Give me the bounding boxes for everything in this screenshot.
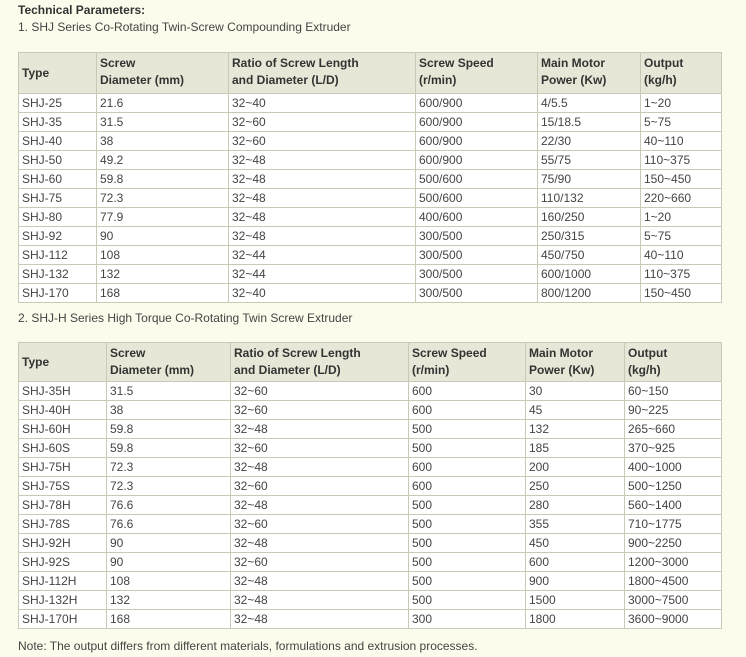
cell-motor-power: 280 [526, 496, 625, 515]
table-row [19, 458, 722, 477]
table-row [19, 382, 722, 401]
cell-motor-power: 450/750 [538, 246, 641, 265]
cell-ld-ratio: 32~60 [231, 439, 409, 458]
table-row [19, 477, 722, 496]
cell-output: 5~75 [641, 113, 722, 132]
cell-screw-diameter: 132 [107, 591, 231, 610]
table-header-row [19, 53, 722, 94]
cell-output: 110~375 [641, 151, 722, 170]
cell-screw-diameter: 72.3 [97, 189, 229, 208]
footnote: Note: The output differs from different materials, formulations and extrusion processes. [18, 639, 478, 653]
cell-type: SHJ-132H [19, 591, 107, 610]
cell-screw-diameter: 76.6 [107, 515, 231, 534]
cell-ld-ratio: 32~48 [231, 458, 409, 477]
cell-screw-speed: 300/500 [416, 284, 538, 303]
cell-ld-ratio: 32~48 [229, 151, 416, 170]
cell-type: SHJ-60S [19, 439, 107, 458]
cell-screw-speed: 500 [409, 591, 526, 610]
cell-output: 400~1000 [625, 458, 722, 477]
cell-type: SHJ-92 [19, 227, 97, 246]
cell-motor-power: 75/90 [538, 170, 641, 189]
cell-output: 60~150 [625, 382, 722, 401]
cell-screw-speed: 400/600 [416, 208, 538, 227]
cell-type: SHJ-80 [19, 208, 97, 227]
column-header-screw-speed: Screw Speed (r/min) [409, 343, 526, 382]
cell-motor-power: 250 [526, 477, 625, 496]
cell-screw-diameter: 90 [107, 553, 231, 572]
cell-screw-speed: 600/900 [416, 132, 538, 151]
table-row [19, 265, 722, 284]
column-header-screw-diameter: Screw Diameter (mm) [107, 343, 231, 382]
cell-motor-power: 55/75 [538, 151, 641, 170]
cell-screw-speed: 600 [409, 477, 526, 496]
cell-output: 560~1400 [625, 496, 722, 515]
cell-screw-speed: 500 [409, 439, 526, 458]
table-row [19, 94, 722, 113]
column-header-output: Output (kg/h) [641, 53, 722, 94]
table-row [19, 496, 722, 515]
cell-motor-power: 45 [526, 401, 625, 420]
cell-screw-speed: 600/900 [416, 94, 538, 113]
cell-screw-diameter: 108 [97, 246, 229, 265]
cell-ld-ratio: 32~44 [229, 246, 416, 265]
table-row [19, 439, 722, 458]
cell-type: SHJ-132 [19, 265, 97, 284]
cell-type: SHJ-112H [19, 572, 107, 591]
table-row [19, 401, 722, 420]
cell-type: SHJ-60H [19, 420, 107, 439]
column-header-ld-ratio: Ratio of Screw Length and Diameter (L/D) [229, 53, 416, 94]
cell-output: 265~660 [625, 420, 722, 439]
column-header-ld-ratio: Ratio of Screw Length and Diameter (L/D) [231, 343, 409, 382]
cell-motor-power: 600 [526, 553, 625, 572]
cell-motor-power: 1800 [526, 610, 625, 629]
cell-screw-speed: 600/900 [416, 113, 538, 132]
cell-screw-diameter: 90 [97, 227, 229, 246]
cell-screw-diameter: 59.8 [97, 170, 229, 189]
cell-type: SHJ-112 [19, 246, 97, 265]
cell-type: SHJ-35 [19, 113, 97, 132]
cell-screw-diameter: 31.5 [107, 382, 231, 401]
cell-ld-ratio: 32~40 [229, 94, 416, 113]
cell-ld-ratio: 32~60 [231, 515, 409, 534]
cell-ld-ratio: 32~48 [229, 227, 416, 246]
cell-output: 40~110 [641, 246, 722, 265]
cell-screw-diameter: 49.2 [97, 151, 229, 170]
cell-type: SHJ-75H [19, 458, 107, 477]
cell-screw-diameter: 38 [97, 132, 229, 151]
cell-output: 1800~4500 [625, 572, 722, 591]
table-row [19, 553, 722, 572]
cell-motor-power: 900 [526, 572, 625, 591]
cell-ld-ratio: 32~48 [229, 170, 416, 189]
cell-ld-ratio: 32~48 [231, 591, 409, 610]
cell-output: 500~1250 [625, 477, 722, 496]
cell-output: 1200~3000 [625, 553, 722, 572]
column-header-output: Output (kg/h) [625, 343, 722, 382]
table-row [19, 284, 722, 303]
cell-ld-ratio: 32~60 [231, 382, 409, 401]
cell-type: SHJ-92S [19, 553, 107, 572]
section-1-title: 1. SHJ Series Co-Rotating Twin-Screw Compounding Extruder [18, 20, 351, 34]
cell-screw-speed: 500 [409, 420, 526, 439]
cell-screw-speed: 500 [409, 515, 526, 534]
cell-ld-ratio: 32~48 [231, 420, 409, 439]
cell-type: SHJ-25 [19, 94, 97, 113]
table-header-row [19, 343, 722, 382]
cell-ld-ratio: 32~60 [231, 401, 409, 420]
cell-screw-diameter: 168 [97, 284, 229, 303]
cell-motor-power: 160/250 [538, 208, 641, 227]
cell-motor-power: 450 [526, 534, 625, 553]
cell-output: 1~20 [641, 208, 722, 227]
cell-motor-power: 1500 [526, 591, 625, 610]
cell-screw-diameter: 59.8 [107, 420, 231, 439]
cell-type: SHJ-75S [19, 477, 107, 496]
cell-screw-speed: 600/900 [416, 151, 538, 170]
cell-ld-ratio: 32~60 [229, 113, 416, 132]
cell-ld-ratio: 32~48 [229, 189, 416, 208]
column-header-motor-power: Main Motor Power (Kw) [526, 343, 625, 382]
table-row [19, 189, 722, 208]
column-header-screw-speed: Screw Speed (r/min) [416, 53, 538, 94]
section-2-title: 2. SHJ-H Series High Torque Co-Rotating Twin Screw Extruder [18, 311, 353, 325]
cell-screw-diameter: 108 [107, 572, 231, 591]
table-row [19, 170, 722, 189]
column-header-type: Type [19, 53, 97, 94]
cell-motor-power: 250/315 [538, 227, 641, 246]
cell-ld-ratio: 32~48 [231, 572, 409, 591]
cell-output: 1~20 [641, 94, 722, 113]
cell-type: SHJ-35H [19, 382, 107, 401]
cell-screw-speed: 300/500 [416, 265, 538, 284]
cell-motor-power: 185 [526, 439, 625, 458]
cell-screw-diameter: 77.9 [97, 208, 229, 227]
cell-type: SHJ-40 [19, 132, 97, 151]
cell-output: 370~925 [625, 439, 722, 458]
column-header-motor-power: Main Motor Power (Kw) [538, 53, 641, 94]
cell-screw-speed: 300 [409, 610, 526, 629]
cell-screw-diameter: 21.6 [97, 94, 229, 113]
cell-type: SHJ-75 [19, 189, 97, 208]
cell-ld-ratio: 32~48 [231, 496, 409, 515]
cell-type: SHJ-78H [19, 496, 107, 515]
cell-screw-diameter: 38 [107, 401, 231, 420]
table-row [19, 208, 722, 227]
cell-type: SHJ-78S [19, 515, 107, 534]
cell-screw-speed: 600 [409, 458, 526, 477]
cell-ld-ratio: 32~48 [231, 534, 409, 553]
column-header-screw-diameter: Screw Diameter (mm) [97, 53, 229, 94]
cell-motor-power: 15/18.5 [538, 113, 641, 132]
table-row [19, 534, 722, 553]
cell-screw-diameter: 72.3 [107, 477, 231, 496]
table-row [19, 151, 722, 170]
cell-output: 5~75 [641, 227, 722, 246]
table-row [19, 246, 722, 265]
cell-ld-ratio: 32~44 [229, 265, 416, 284]
shj-h-series-table [18, 342, 722, 629]
cell-output: 40~110 [641, 132, 722, 151]
cell-type: SHJ-60 [19, 170, 97, 189]
column-header-type: Type [19, 343, 107, 382]
cell-screw-speed: 600 [409, 401, 526, 420]
table-row [19, 572, 722, 591]
cell-ld-ratio: 32~48 [229, 208, 416, 227]
cell-screw-diameter: 72.3 [107, 458, 231, 477]
shj-series-table [18, 52, 722, 303]
table-row [19, 591, 722, 610]
cell-ld-ratio: 32~60 [231, 553, 409, 572]
cell-screw-speed: 500 [409, 572, 526, 591]
table-row [19, 515, 722, 534]
cell-ld-ratio: 32~40 [229, 284, 416, 303]
cell-motor-power: 132 [526, 420, 625, 439]
cell-motor-power: 110/132 [538, 189, 641, 208]
cell-output: 150~450 [641, 284, 722, 303]
table-row [19, 420, 722, 439]
cell-output: 710~1775 [625, 515, 722, 534]
cell-ld-ratio: 32~60 [229, 132, 416, 151]
cell-screw-speed: 500 [409, 534, 526, 553]
cell-output: 3600~9000 [625, 610, 722, 629]
cell-output: 3000~7500 [625, 591, 722, 610]
table-row [19, 610, 722, 629]
cell-type: SHJ-40H [19, 401, 107, 420]
cell-screw-speed: 300/500 [416, 227, 538, 246]
cell-screw-diameter: 76.6 [107, 496, 231, 515]
table-row [19, 113, 722, 132]
cell-output: 220~660 [641, 189, 722, 208]
page-heading: Technical Parameters: [18, 3, 146, 17]
cell-screw-speed: 500 [409, 553, 526, 572]
cell-type: SHJ-170 [19, 284, 97, 303]
cell-motor-power: 22/30 [538, 132, 641, 151]
cell-screw-diameter: 168 [107, 610, 231, 629]
cell-motor-power: 4/5.5 [538, 94, 641, 113]
cell-screw-speed: 500 [409, 496, 526, 515]
cell-screw-diameter: 59.8 [107, 439, 231, 458]
cell-output: 90~225 [625, 401, 722, 420]
cell-type: SHJ-170H [19, 610, 107, 629]
cell-motor-power: 800/1200 [538, 284, 641, 303]
cell-screw-speed: 500/600 [416, 170, 538, 189]
cell-screw-speed: 300/500 [416, 246, 538, 265]
cell-output: 900~2250 [625, 534, 722, 553]
table-row [19, 227, 722, 246]
cell-screw-diameter: 31.5 [97, 113, 229, 132]
cell-screw-diameter: 90 [107, 534, 231, 553]
cell-ld-ratio: 32~48 [231, 610, 409, 629]
cell-output: 110~375 [641, 265, 722, 284]
cell-type: SHJ-92H [19, 534, 107, 553]
table-row [19, 132, 722, 151]
cell-screw-diameter: 132 [97, 265, 229, 284]
cell-type: SHJ-50 [19, 151, 97, 170]
cell-motor-power: 200 [526, 458, 625, 477]
cell-screw-speed: 500/600 [416, 189, 538, 208]
cell-screw-speed: 600 [409, 382, 526, 401]
cell-ld-ratio: 32~60 [231, 477, 409, 496]
cell-output: 150~450 [641, 170, 722, 189]
cell-motor-power: 30 [526, 382, 625, 401]
cell-motor-power: 600/1000 [538, 265, 641, 284]
cell-motor-power: 355 [526, 515, 625, 534]
